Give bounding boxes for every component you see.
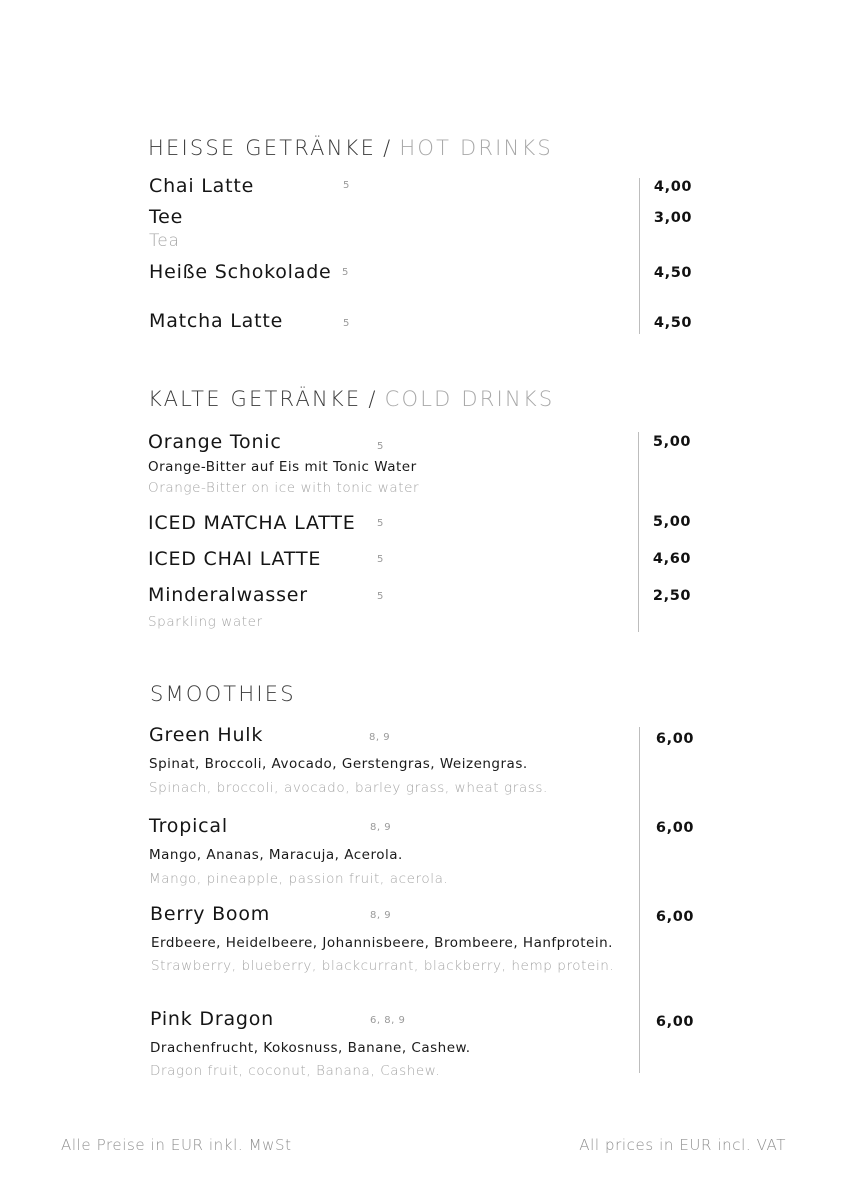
item-price: 3,00 — [653, 210, 693, 226]
item-price: 5,00 — [652, 514, 692, 530]
item-name: Minderalwasser — [148, 584, 308, 606]
item-allergens: 5 — [377, 554, 384, 565]
item-name: ICED MATCHA LATTE — [148, 512, 356, 534]
footer-note-de: Alle Preise in EUR inkl. MwSt — [61, 1136, 292, 1154]
item-price: 4,50 — [653, 265, 693, 281]
item-price: 5,00 — [652, 434, 692, 450]
item-price: 6,00 — [655, 820, 695, 836]
section-title-hot-drinks — [148, 136, 553, 160]
item-allergens: 5 — [377, 591, 384, 602]
item-name-en: Tea — [149, 231, 180, 251]
item-allergens: 5 — [377, 518, 384, 529]
item-allergens: 8, 9 — [370, 910, 392, 921]
item-allergens: 8, 9 — [370, 822, 392, 833]
price-divider — [639, 178, 640, 334]
item-allergens: 8, 9 — [369, 732, 391, 743]
item-allergens: 5 — [343, 180, 350, 191]
item-name: Heiße Schokolade — [149, 261, 332, 283]
item-name: Green Hulk — [149, 724, 264, 746]
item-description-en: Strawberry, blueberry, blackcurrant, blackberry, hemp protein. — [151, 958, 615, 974]
item-name: Pink Dragon — [150, 1008, 275, 1030]
item-price: 6,00 — [655, 909, 695, 925]
item-name: Matcha Latte — [149, 310, 284, 332]
item-description-de: Spinat, Broccoli, Avocado, Gerstengras, Weizengras. — [149, 756, 528, 772]
section-title-separator: / — [368, 387, 378, 411]
section-title-de: HEISSE GETRÄNKE — [148, 136, 377, 160]
item-allergens: 5 — [343, 318, 350, 329]
item-description-de: Mango, Ananas, Maracuja, Acerola. — [149, 847, 403, 863]
item-name: Orange Tonic — [148, 431, 282, 453]
item-allergens: 5 — [377, 441, 384, 452]
item-price: 4,50 — [653, 315, 693, 331]
section-title-en: COLD DRINKS — [384, 387, 555, 411]
price-divider — [638, 432, 639, 632]
section-title-de: KALTE GETRÄNKE — [148, 387, 362, 411]
item-price: 6,00 — [655, 731, 695, 747]
item-description-en: Sparkling water — [148, 614, 263, 630]
item-allergens: 5 — [342, 267, 349, 278]
item-description-en: Mango, pineapple, passion fruit, acerola. — [149, 871, 449, 887]
price-divider — [639, 727, 640, 1073]
item-name: Tee — [149, 206, 184, 228]
item-name: Berry Boom — [150, 903, 271, 925]
item-description-en: Spinach, broccoli, avocado, barley grass, wheat grass. — [149, 780, 548, 796]
item-name: Chai Latte — [149, 175, 255, 197]
item-description-en: Dragon fruit, coconut, Banana, Cashew. — [150, 1063, 441, 1079]
item-description-de: Erdbeere, Heidelbeere, Johannisbeere, Brombeere, Hanfprotein. — [151, 935, 613, 951]
section-title-en: HOT DRINKS — [399, 136, 553, 160]
section-title-smoothies: SMOOTHIES — [150, 682, 296, 706]
item-price: 2,50 — [652, 588, 692, 604]
item-name: ICED CHAI LATTE — [148, 548, 322, 570]
item-price: 4,00 — [653, 179, 693, 195]
item-allergens: 6, 8, 9 — [370, 1015, 406, 1026]
item-price: 4,60 — [652, 551, 692, 567]
item-description-de: Drachenfrucht, Kokosnuss, Banane, Cashew. — [150, 1040, 471, 1056]
footer-note-en: All prices in EUR incl. VAT — [579, 1136, 786, 1154]
section-title-separator: / — [383, 136, 393, 160]
item-price: 6,00 — [655, 1014, 695, 1030]
item-description-en: Orange-Bitter on ice with tonic water — [148, 480, 420, 496]
section-title-cold-drinks — [148, 387, 554, 411]
item-description-de: Orange-Bitter auf Eis mit Tonic Water — [148, 459, 417, 475]
item-name: Tropical — [149, 815, 228, 837]
